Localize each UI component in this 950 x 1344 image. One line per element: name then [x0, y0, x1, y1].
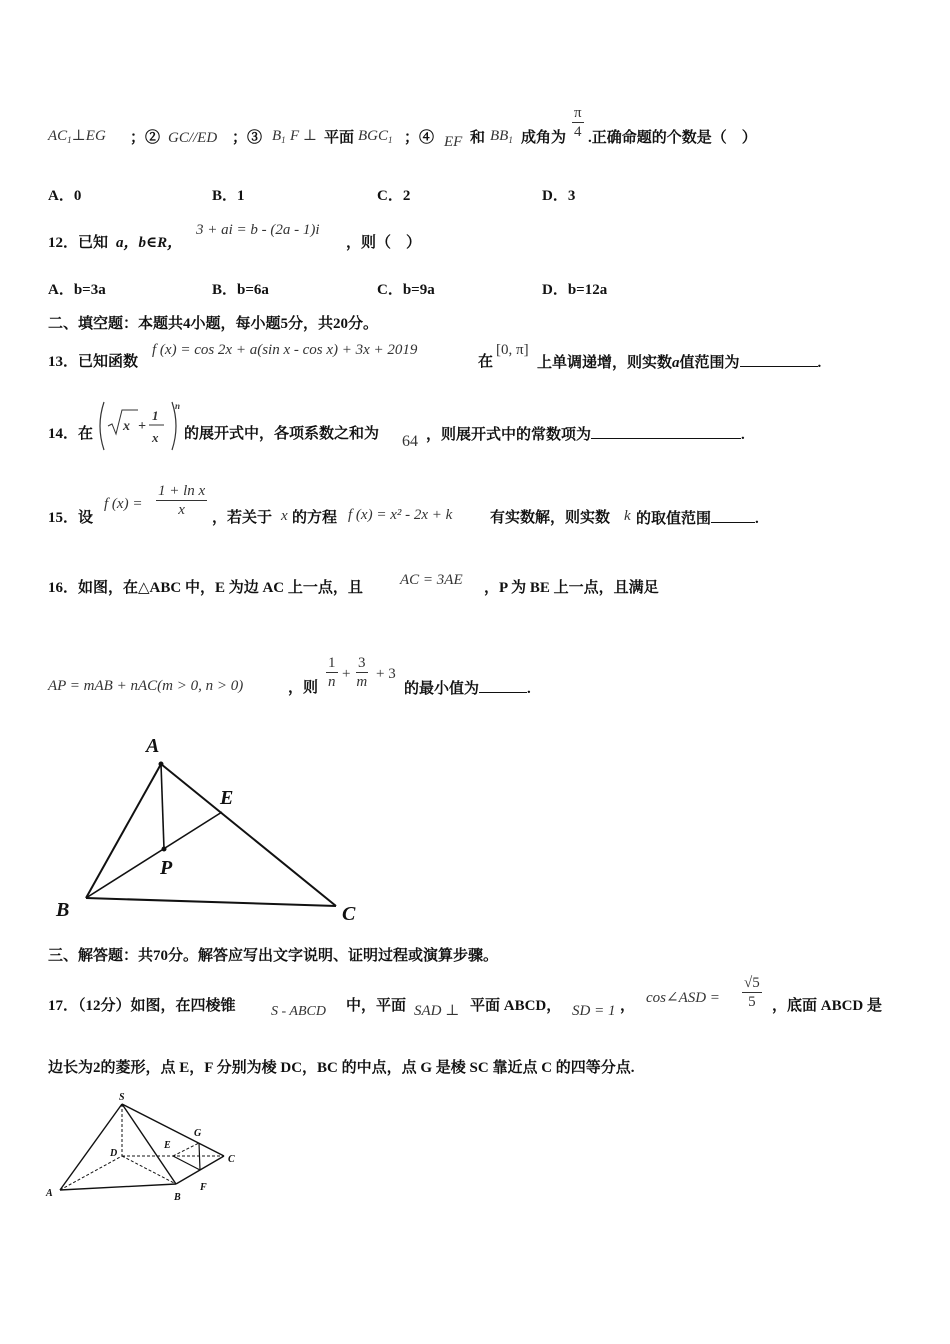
- q11-option-d: D．3: [542, 188, 576, 204]
- q14-sum: 64: [402, 433, 418, 450]
- q12-option-d: D．b=12a: [542, 282, 608, 298]
- q12-option-a: A．b=3a: [48, 282, 106, 298]
- q15-fraction: $\frac{\text{1 + ln x}}{x}$: [158, 483, 206, 518]
- q16-label-a: A: [146, 735, 160, 757]
- q17-label-d: D: [110, 1148, 118, 1159]
- q14-binomial-expression: [96, 400, 182, 454]
- q11-option-a: A．0: [48, 188, 82, 204]
- q13-tail: 上单调递增，则实数a值范围为 .: [537, 352, 821, 373]
- q16-lead: 16．如图，在△ABC 中，E 为边 AC 上一点，且: [48, 580, 363, 596]
- q11-stmt4b: $BB_1$: [490, 128, 513, 145]
- q16-tail: ，P 为 BE 上一点，且满足: [484, 580, 659, 596]
- q15-mid2: 的方程: [292, 510, 338, 526]
- q15-var-k: k: [624, 508, 631, 524]
- q12-formula: 3 + ai = b - (2a - 1)i: [196, 222, 320, 238]
- q17-edge-ab: [60, 1184, 176, 1190]
- q16-segment-ap: [161, 764, 164, 849]
- q17-edge-ad: [60, 1156, 122, 1190]
- q16-label-b: B: [56, 899, 70, 921]
- q15-tail: 有实数解，则实数: [490, 510, 611, 526]
- q15-tail2: 的取值范围 .: [636, 508, 759, 529]
- q17-label-a: A: [46, 1188, 53, 1199]
- q17-segment-db: [122, 1156, 176, 1184]
- q17-mid: 中，平面: [346, 998, 407, 1014]
- q14-plus: +: [138, 419, 146, 434]
- q11-angle-word: 成角为: [521, 130, 567, 146]
- q16-tail2: 的最小值为 .: [404, 678, 531, 699]
- q14-mid: 的展开式中，各项系数之和为: [184, 426, 380, 442]
- q16-triangle-figure: [50, 728, 370, 928]
- q17-plane2: 平面 ABCD，: [470, 998, 562, 1014]
- q16-fraction-1: $\frac{1}{n}$: [328, 655, 336, 690]
- q11-sep1: ；②: [130, 130, 161, 146]
- q17-label-s: S: [119, 1092, 125, 1103]
- q14-sqrt-var: x: [123, 419, 130, 434]
- q14-exponent: n: [175, 401, 181, 411]
- q17-label-g: G: [194, 1128, 202, 1139]
- q13-lead: 13．已知函数: [48, 354, 139, 370]
- q11-tail: .正确命题的个数是（ ）: [588, 130, 757, 146]
- q17-lead: 17．（12分）如图，在四棱锥: [48, 998, 236, 1014]
- q13-formula: f (x) = cos 2x + a(sin x - cos x) + 3x + 2019: [152, 342, 418, 358]
- q11-stmt1: $AC_1\perp EG$: [48, 128, 106, 145]
- q17-solid: S - ABCD: [271, 1004, 326, 1019]
- q14-frac-den: x: [152, 430, 159, 445]
- q14-frac-num: 1: [152, 408, 159, 423]
- q16-fraction-2: $\frac{3}{m}$: [356, 655, 368, 690]
- q15-var-x: x: [281, 508, 288, 524]
- q17-edge-sc: [122, 1104, 224, 1156]
- q15-answer-blank[interactable]: [711, 508, 755, 523]
- q15-mid: ，若关于: [212, 510, 273, 526]
- q17-pyramid-figure: [40, 1088, 250, 1214]
- q14-answer-blank[interactable]: [591, 424, 741, 439]
- q11-option-c: C．2: [377, 188, 411, 204]
- q16-side-ac: [161, 764, 336, 906]
- q12-option-b: B．b=6a: [212, 282, 269, 298]
- q14-lead: 14．在: [48, 426, 94, 442]
- q16-answer-blank[interactable]: [479, 678, 527, 693]
- q11-and-word: 和: [470, 130, 486, 146]
- q12-lead: 12．已知: [48, 235, 109, 251]
- q17-label-e: E: [164, 1140, 171, 1151]
- q17-label-b: B: [174, 1192, 181, 1203]
- q16-side-ab: [86, 764, 161, 898]
- section-2-heading: 二、填空题：本题共4小题，每小题5分，共20分。: [48, 316, 379, 332]
- q17-cos-fraction: $\frac{√5}{5}$: [744, 975, 760, 1010]
- q12-option-c: C．b=9a: [377, 282, 435, 298]
- q15-equation: f (x) = x² - 2x + k: [348, 507, 453, 523]
- q16-condition: AC = 3AE: [400, 572, 463, 588]
- q16-label-c: C: [342, 903, 356, 925]
- q17-edge-sa: [60, 1104, 122, 1190]
- q11-angle-fraction: $\frac{\pi}{4}$: [574, 105, 582, 140]
- q11-stmt3b: F ⊥: [290, 128, 318, 144]
- q16-label-p: P: [160, 857, 173, 879]
- q11-stmt4a: EF: [444, 134, 463, 150]
- q17-comma: ，: [620, 998, 636, 1014]
- q17-label-c: C: [228, 1154, 235, 1165]
- q17-segment-ef: [173, 1156, 200, 1170]
- section-3-heading: 三、解答题：共70分。解答应写出文字说明、证明过程或演算步骤。: [48, 948, 499, 964]
- q11-stmt3c: $BGC_1$: [358, 128, 393, 145]
- q12-tail: ，则（ ）: [346, 235, 422, 251]
- q14-tail: ，则展开式中的常数项为 .: [426, 424, 745, 445]
- q12-condition: a，b∈R，: [116, 235, 183, 251]
- q16-vector-equation: AP = mAB + nAC(m > 0, n > 0): [48, 678, 244, 694]
- q17-perp: SAD ⊥: [414, 1003, 460, 1019]
- q17-line2: 边长为2的菱形，点 E，F 分别为棱 DC，BC 的中点，点 G 是棱 SC 靠近点 C 的四等分点.: [48, 1060, 635, 1076]
- q16-side-bc: [86, 898, 336, 906]
- q11-stmt3a: $B_1$: [272, 128, 286, 145]
- q15-fx: f (x) =: [104, 496, 143, 512]
- q13-answer-blank[interactable]: [740, 352, 818, 367]
- q16-plus-3: + 3: [376, 666, 396, 682]
- q16-segment-be: [86, 812, 222, 898]
- q11-stmt2: GC//ED: [168, 130, 218, 146]
- q16-then: ，则: [288, 680, 319, 696]
- q17-tail: ，底面 ABCD 是: [772, 998, 883, 1014]
- q13-interval: [0, π]: [496, 342, 529, 358]
- q15-lead: 15．设: [48, 510, 94, 526]
- q17-label-f: F: [200, 1182, 207, 1193]
- q16-plus: +: [342, 666, 351, 682]
- q11-option-b: B．1: [212, 188, 245, 204]
- q11-plane-word: 平面: [324, 130, 355, 146]
- q13-in-word: 在: [478, 354, 494, 370]
- q17-segment-eg: [173, 1143, 199, 1156]
- q17-cos: cos∠ASD =: [646, 990, 720, 1006]
- q11-sep2: ；③: [232, 130, 263, 146]
- q17-sd: SD = 1: [572, 1003, 616, 1019]
- q16-label-e: E: [220, 787, 234, 809]
- q17-segment-gf: [199, 1143, 200, 1170]
- q11-sep3: ；④: [404, 130, 435, 146]
